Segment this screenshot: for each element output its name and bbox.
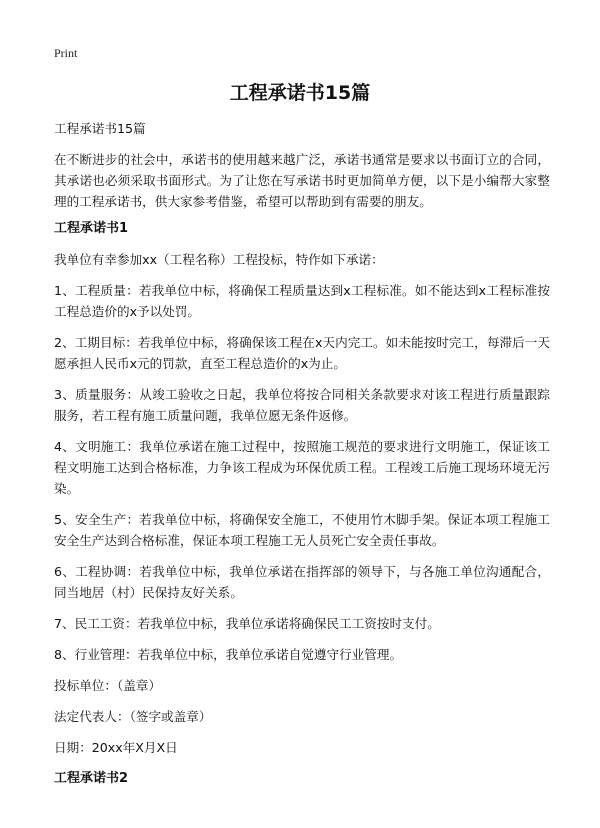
commitment-item-4: 4、文明施工：我单位承诺在施工过程中，按照施工规范的要求进行文明施工，保证该工程文明施工达到合格标准，力争该工程成为环保优质工程。工程竣工后施工现场环境无污染。 <box>54 439 550 496</box>
document-body <box>54 118 550 799</box>
document-subtitle: 工程承诺书15篇 <box>54 121 146 136</box>
commitment-item-3: 3、质量服务：从竣工验收之日起，我单位将按合同相关条款要求对该工程进行质量跟踪服务，若工程有施工质量问题，我单位愿无条件返修。 <box>54 387 550 423</box>
commitment-item-1: 1、工程质量：若我单位中标，将确保工程质量达到x工程标准。如不能达到x工程标准按工程总造价的x予以处罚。 <box>54 283 550 319</box>
section-heading-1: 工程承诺书1 <box>54 221 129 236</box>
date-line: 日期：20xx年X月X日 <box>54 740 178 755</box>
section1-opening: 我单位有幸参加xx（工程名称）工程投标，特作如下承诺： <box>54 252 384 267</box>
document-title: 工程承诺书15篇 <box>229 82 371 104</box>
commitment-item-8: 8、行业管理：若我单位中标，我单位承诺自觉遵守行业管理。 <box>54 647 403 662</box>
intro-paragraph: 在不断进步的社会中，承诺书的使用越来越广泛，承诺书通常是要求以书面订立的合同，其承诺也必须采取书面形式。为了让您在写承诺书时更加简单方便，以下是小编帮大家整理的工程承诺书，供大家参考借鉴，希望可以帮助到有需要的朋友。 <box>54 152 550 209</box>
commitment-item-7: 7、民工工资：若我单位中标，我单位承诺将确保民工工资按时支付。 <box>54 616 440 631</box>
bidder-signature-line: 投标单位：（盖章） <box>54 678 162 693</box>
commitment-item-6: 6、工程协调：若我单位中标，我单位承诺在指挥部的领导下，与各施工单位沟通配合，同当地居（村）民保持友好关系。 <box>54 564 550 600</box>
print-label: Print <box>54 46 78 60</box>
commitment-item-5: 5、安全生产：若我单位中标，将确保安全施工，不使用竹木脚手架。保证本项工程施工安全生产达到合格标准，保证本项工程施工无人员死亡安全责任事故。 <box>54 512 550 548</box>
commitment-item-2: 2、工期目标：若我单位中标，将确保该工程在x天内完工。如未能按时完工，每滞后一天愿承担人民币x元的罚款，直至工程总造价的x为止。 <box>54 335 550 371</box>
section-heading-2: 工程承诺书2 <box>54 771 129 786</box>
legal-rep-signature-line: 法定代表人：（签字或盖章） <box>54 709 212 724</box>
